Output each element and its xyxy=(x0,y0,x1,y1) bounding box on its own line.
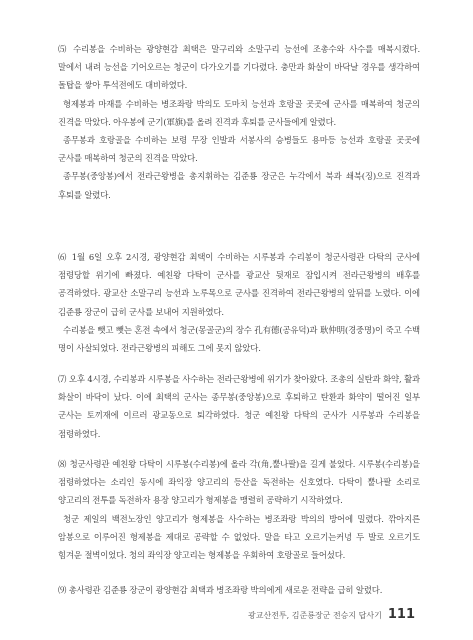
paragraph: ⑼ 총사령관 김준룡 장군이 광양현감 최택과 병조좌랑 박의에게 새로운 전략을 급히 알렸다. xyxy=(58,585,383,595)
paragraph: ⑸ 수리봉을 수비하는 광양현감 최택은 말구리와 소말구리 능선에 조총수와 사수를 매복시켰다. 말에서 내려 능선을 기어오르는 청군이 다가오기를 기다렸다. 충만과 화살이 바닥날 경우를 생각하여 돌탑을 쌓아 투석전에도 대비하였다. xyxy=(58,44,420,91)
paragraph: ⑺ 오후 4시경, 수리봉과 시루봉을 사수하는 전라근왕병에 위기가 찾아왔다. 조총의 실탄과 화약, 활과 화살이 바닥이 났다. 이에 최택의 군사는 종무봉(중앙봉)으로 후퇴하고 탄환과 화약이 떨어진 일부 군사는 토끼재에 이르러 광교동으로 퇴각하였다. 청군 예친왕 다탁의 군사가 시루봉과 수리봉을 점령하였다. xyxy=(58,374,420,439)
section-8 xyxy=(58,455,420,564)
paragraph: 형제봉과 마재를 수비하는 병조좌랑 박의도 도마치 능선과 호랑골 곳곳에 군사를 매복하여 청군의 진격을 막았다. 아우봉에 군기(軍旗)를 올려 진격과 후퇴를 군사들에게 알렸다. xyxy=(58,98,420,127)
paragraph: ⑻ 청군사령관 예친왕 다탁이 시루봉(수리봉)에 올라 각(角,뿔나팔)을 길게 불었다. 시루봉(수리봉)을 점령하였다는 소리인 동시에 좌익장 양고리의 등산을 독전하는 신호였다. 다탁이 뿔나팔 소리로 양고리의 전투를 독전하자 용장 양고리가 형제봉을 맹렬히 공략하기 시작하였다. xyxy=(58,459,420,506)
paragraph: ⑹ 1월 6일 오후 2시경, 광양현감 최택이 수비하는 시루봉과 수리봉이 청군사령관 다탁의 군사에 점령당할 위기에 빠졌다. 예친왕 다탁이 군사를 광교산 뒷재로 잠입시켜 전라근왕병의 배후를 공격하였다. 광교산 소말구리 능선과 노루목으로 군사를 진격하여 전라근왕병의 앞뒤를 노렸다. 이에 김준룡 장군이 급히 군사를 보내어 지원하였다. xyxy=(58,252,420,317)
paragraph: 청군 제일의 백전노장인 양고리가 형제봉을 사수하는 병조좌랑 박의의 방어에 밀렸다. 깎아지른 암봉으로 이루어진 형제봉을 제대로 공략할 수 없었다. 말을 타고 오르기는커녕 두 발로 오르기도 힘겨운 절벽이었다. 청의 좌익장 양고리는 형제봉을 우회하여 호랑골로 들어섰다. xyxy=(58,513,420,561)
running-title: 광교산전투, 김준룡장군 전승지 답사기 xyxy=(248,611,382,620)
section-9 xyxy=(58,581,420,599)
section-6 xyxy=(58,248,420,357)
page-number: 111 xyxy=(387,607,415,622)
paragraph: 종무봉(중앙봉)에서 전라근왕병을 총지휘하는 김준룡 장군은 누각에서 북과 쇄북(징)으로 진격과 후퇴를 알렸다. xyxy=(58,171,420,200)
page-footer xyxy=(248,607,415,622)
paragraph: 수리봉을 뺏고 뺏는 혼전 속에서 청군(몽골군)의 장수 孔有德(공유덕)과 耿仲明(경중명)이 죽고 수백 명이 사살되었다. 전라근왕병의 피해도 그에 못지 않았다. xyxy=(58,324,420,354)
section-5 xyxy=(58,40,420,204)
paragraph: 종무봉과 호랑골을 수비하는 보령 무장 인발과 서봉사의 승병들도 용마등 능선과 호랑골 곳곳에 군사를 매복하여 청군의 진격을 막았다. xyxy=(58,135,420,164)
section-7 xyxy=(58,370,420,443)
